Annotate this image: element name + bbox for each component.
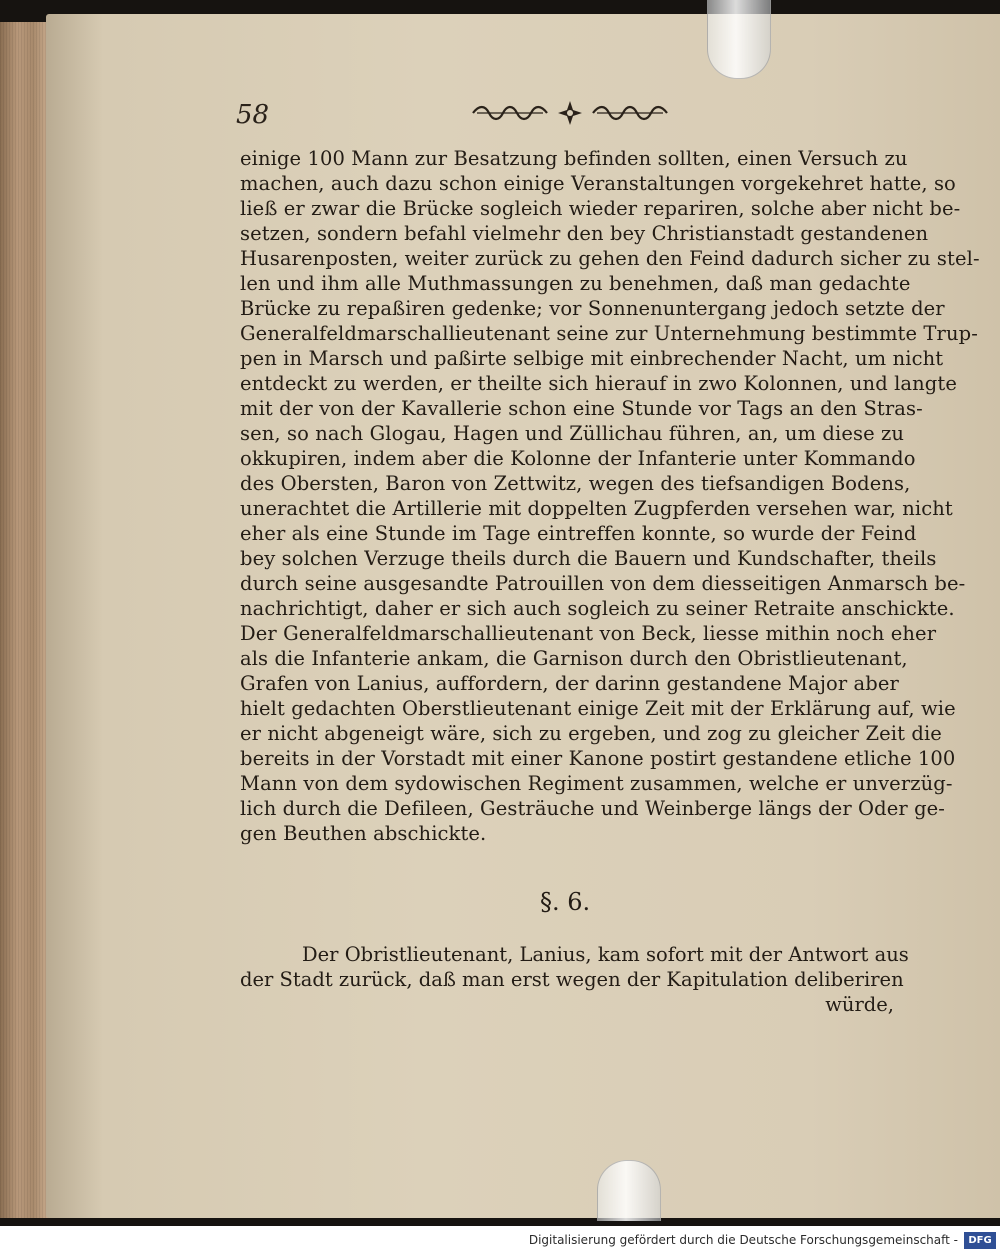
text-line: setzen, sondern befahl vielmehr den bey Christianstadt gestandenen bbox=[240, 222, 929, 245]
text-line: hielt gedachten Oberstlieutenant einige Zeit mit der Erklärung auf, wie bbox=[240, 697, 956, 720]
text-line: als die Infanterie ankam, die Garnison durch den Obristlieutenant, bbox=[240, 647, 908, 670]
text-line: des Obersten, Baron von Zettwitz, wegen des tiefsandigen Bodens, bbox=[240, 472, 911, 495]
text-line: würde, bbox=[825, 993, 894, 1016]
digitization-footer bbox=[0, 1226, 1000, 1256]
text-line: okkupiren, indem aber die Kolonne der Infanterie unter Kommando bbox=[240, 447, 916, 470]
page-clip-bottom-icon bbox=[597, 1160, 661, 1221]
text-line: unerachtet die Artillerie mit doppelten Zugpferden versehen war, nicht bbox=[240, 497, 953, 520]
text-line: Husarenposten, weiter zurück zu gehen den Feind dadurch sicher zu stel- bbox=[240, 247, 980, 270]
text-line: bey solchen Verzuge theils durch die Bauern und Kundschafter, theils bbox=[240, 547, 937, 570]
text-line: Der Generalfeldmarschallieutenant von Beck, liesse mithin noch eher bbox=[240, 622, 937, 645]
text-line: ließ er zwar die Brücke sogleich wieder repariren, solche aber nicht be- bbox=[240, 197, 961, 220]
text-line: Der Obristlieutenant, Lanius, kam sofort mit der Antwort aus bbox=[302, 943, 909, 966]
text-line: pen in Marsch und paßirte selbige mit einbrechender Nacht, um nicht bbox=[240, 347, 944, 370]
text-line: bereits in der Vorstadt mit einer Kanone postirt gestandene etliche 100 bbox=[240, 747, 956, 770]
text-line: gen Beuthen abschickte. bbox=[240, 822, 487, 845]
paragraph-2 bbox=[240, 942, 909, 1017]
dfg-logo: DFG bbox=[964, 1232, 996, 1249]
page-number: 58 bbox=[236, 100, 270, 130]
text-line: einige 100 Mann zur Besatzung befinden sollten, einen Versuch zu bbox=[240, 147, 908, 170]
text-line: len und ihm alle Muthmassungen zu benehmen, daß man gedachte bbox=[240, 272, 911, 295]
text-line: eher als eine Stunde im Tage eintreffen konnte, so wurde der Feind bbox=[240, 522, 917, 545]
text-line: mit der von der Kavallerie schon eine Stunde vor Tags an den Stras- bbox=[240, 397, 923, 420]
text-line: Generalfeldmarschallieutenant seine zur Unternehmung bestimmte Trup- bbox=[240, 322, 978, 345]
text-line: nachrichtigt, daher er sich auch sogleich zu seiner Retraite anschickte. bbox=[240, 597, 955, 620]
text-line: sen, so nach Glogau, Hagen und Züllichau führen, an, um diese zu bbox=[240, 422, 905, 445]
footer-credit-text: Digitalisierung gefördert durch die Deutsche Forschungsgemeinschaft - bbox=[528, 1233, 958, 1247]
text-line: entdeckt zu werden, er theilte sich hierauf in zwo Kolonnen, und langte bbox=[240, 372, 957, 395]
text-line: der Stadt zurück, daß man erst wegen der Kapitulation deliberiren bbox=[240, 968, 904, 991]
text-line: Mann von dem sydowischen Regiment zusammen, welche er unverzüg- bbox=[240, 772, 953, 795]
text-line: Brücke zu repaßiren gedenke; vor Sonnenuntergang jedoch setzte der bbox=[240, 297, 945, 320]
running-head-ornament-icon bbox=[470, 98, 670, 128]
paragraph-1 bbox=[240, 146, 980, 846]
text-line: Grafen von Lanius, auffordern, der darinn gestandene Major aber bbox=[240, 672, 899, 695]
text-line: durch seine ausgesandte Patrouillen von dem diesseitigen Anmarsch be- bbox=[240, 572, 966, 595]
text-line: er nicht abgeneigt wäre, sich zu ergeben, und zog zu gleicher Zeit die bbox=[240, 722, 942, 745]
section-heading: §. 6. bbox=[540, 888, 591, 916]
text-line: lich durch die Defileen, Gesträuche und Weinberge längs der Oder ge- bbox=[240, 797, 945, 820]
text-line: machen, auch dazu schon einige Veranstaltungen vorgekehret hatte, so bbox=[240, 172, 956, 195]
page-clip-top-icon bbox=[707, 0, 771, 79]
